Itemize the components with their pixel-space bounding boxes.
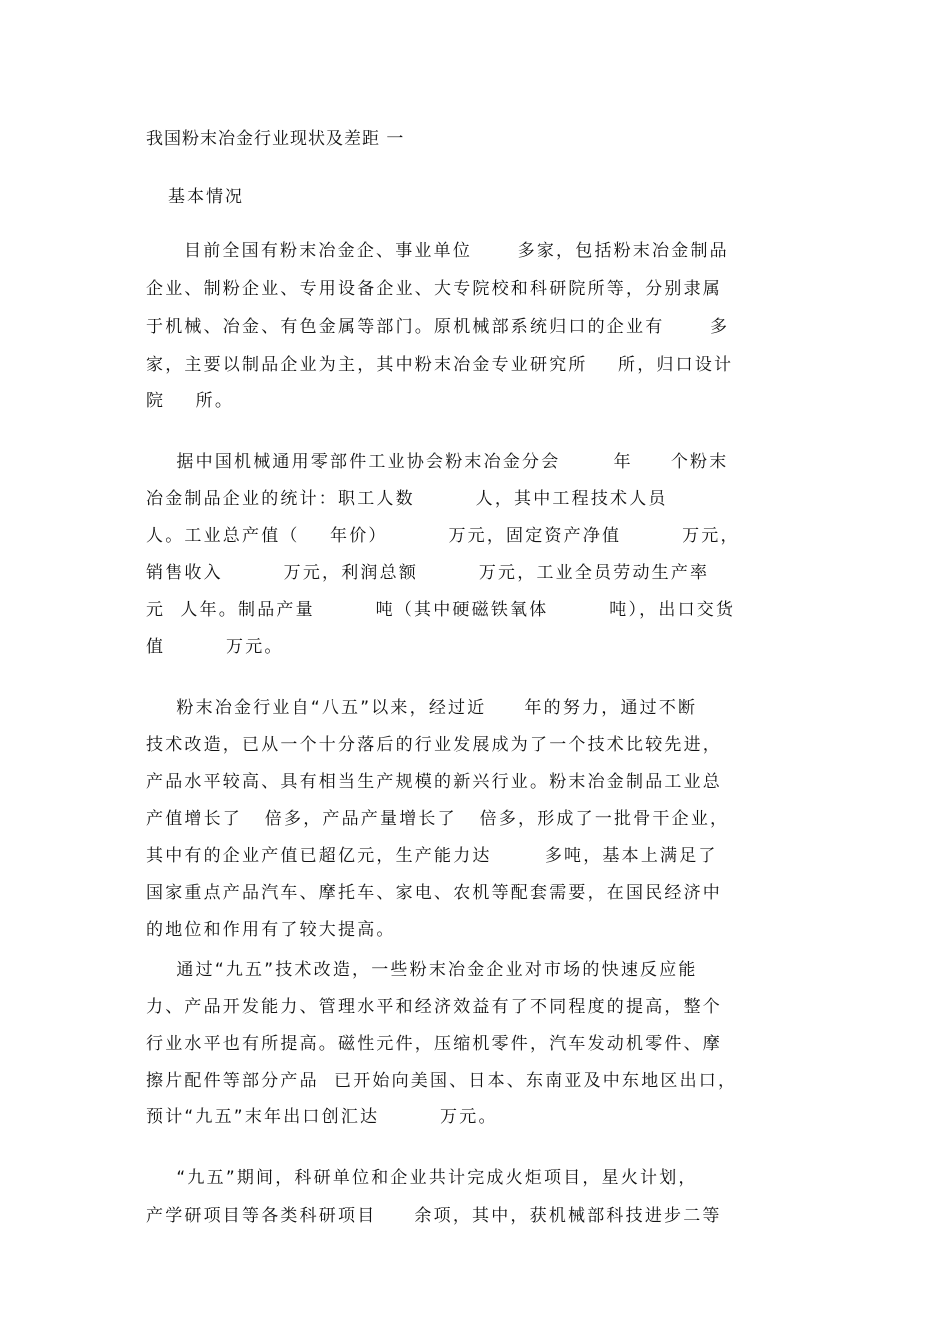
paragraph-line: 企业、制粉企业、专用设备企业、大专院校和科研院所等，分别隶属 xyxy=(146,279,722,299)
paragraph-line: “九五”期间，科研单位和企业共计完成火炬项目，星火计划， xyxy=(146,1168,698,1188)
paragraph-line: 元 人年。制品产量 吨（其中硬磁铁氧体 吨），出口交货 xyxy=(146,600,736,620)
paragraph-line: 国家重点产品汽车、摩托车、家电、农机等配套需要，在国民经济中 xyxy=(146,883,722,903)
paragraph-line: 家，主要以制品企业为主，其中粉末冶金专业研究所 所，归口设计 xyxy=(146,355,734,375)
paragraph-line: 产值增长了 倍多，产品产量增长了 倍多，形成了一批骨干企业， xyxy=(146,809,730,829)
paragraph-line: 于机械、冶金、有色金属等部门。原机械部系统归口的企业有 多 xyxy=(146,317,730,337)
section-heading: 基本情况 xyxy=(168,187,244,207)
paragraph-line: 产品水平较高、具有相当生产规模的新兴行业。粉末冶金制品工业总 xyxy=(146,772,722,792)
paragraph-line: 其中有的企业产值已超亿元，生产能力达 多吨，基本上满足了 xyxy=(146,846,718,866)
paragraph-line: 销售收入 万元，利润总额 万元，工业全员劳动生产率 xyxy=(146,563,710,583)
paragraph-line: 院 所。 xyxy=(146,391,235,411)
paragraph-line: 技术改造，已从一个十分落后的行业发展成为了一个技术比较先进， xyxy=(146,735,722,755)
document-title: 我国粉末冶金行业现状及差距 一 xyxy=(146,129,405,149)
paragraph-line: 粉末冶金行业自“八五”以来，经过近 年的努力，通过不断 xyxy=(146,698,698,718)
paragraph-line: 冶金制品企业的统计：职工人数 人，其中工程技术人员 xyxy=(146,489,668,509)
paragraph-line: 人。工业总产值（ 年价） 万元，固定资产净值 万元， xyxy=(146,526,740,546)
paragraph-line: 通过“九五”技术改造，一些粉末冶金企业对市场的快速反应能 xyxy=(146,960,698,980)
paragraph-line: 行业水平也有所提高。磁性元件，压缩机零件，汽车发动机零件、摩 xyxy=(146,1034,722,1054)
paragraph-line: 预计“九五”末年出口创汇达 万元。 xyxy=(146,1107,498,1127)
paragraph-line: 力、产品开发能力、管理水平和经济效益有了不同程度的提高，整个 xyxy=(146,997,722,1017)
paragraph-line: 擦片配件等部分产品 已开始向美国、日本、东南亚及中东地区出口， xyxy=(146,1071,738,1091)
paragraph-line: 的地位和作用有了较大提高。 xyxy=(146,920,396,940)
paragraph-line: 值 万元。 xyxy=(146,637,284,657)
paragraph-line: 产学研项目等各类科研项目 余项，其中，获机械部科技进步二等 xyxy=(146,1206,722,1226)
paragraph-line: 据中国机械通用零部件工业协会粉末冶金分会 年 个粉末 xyxy=(146,452,729,472)
paragraph-line: 目前全国有粉末冶金企、事业单位 多家，包括粉末冶金制品 xyxy=(146,241,729,261)
